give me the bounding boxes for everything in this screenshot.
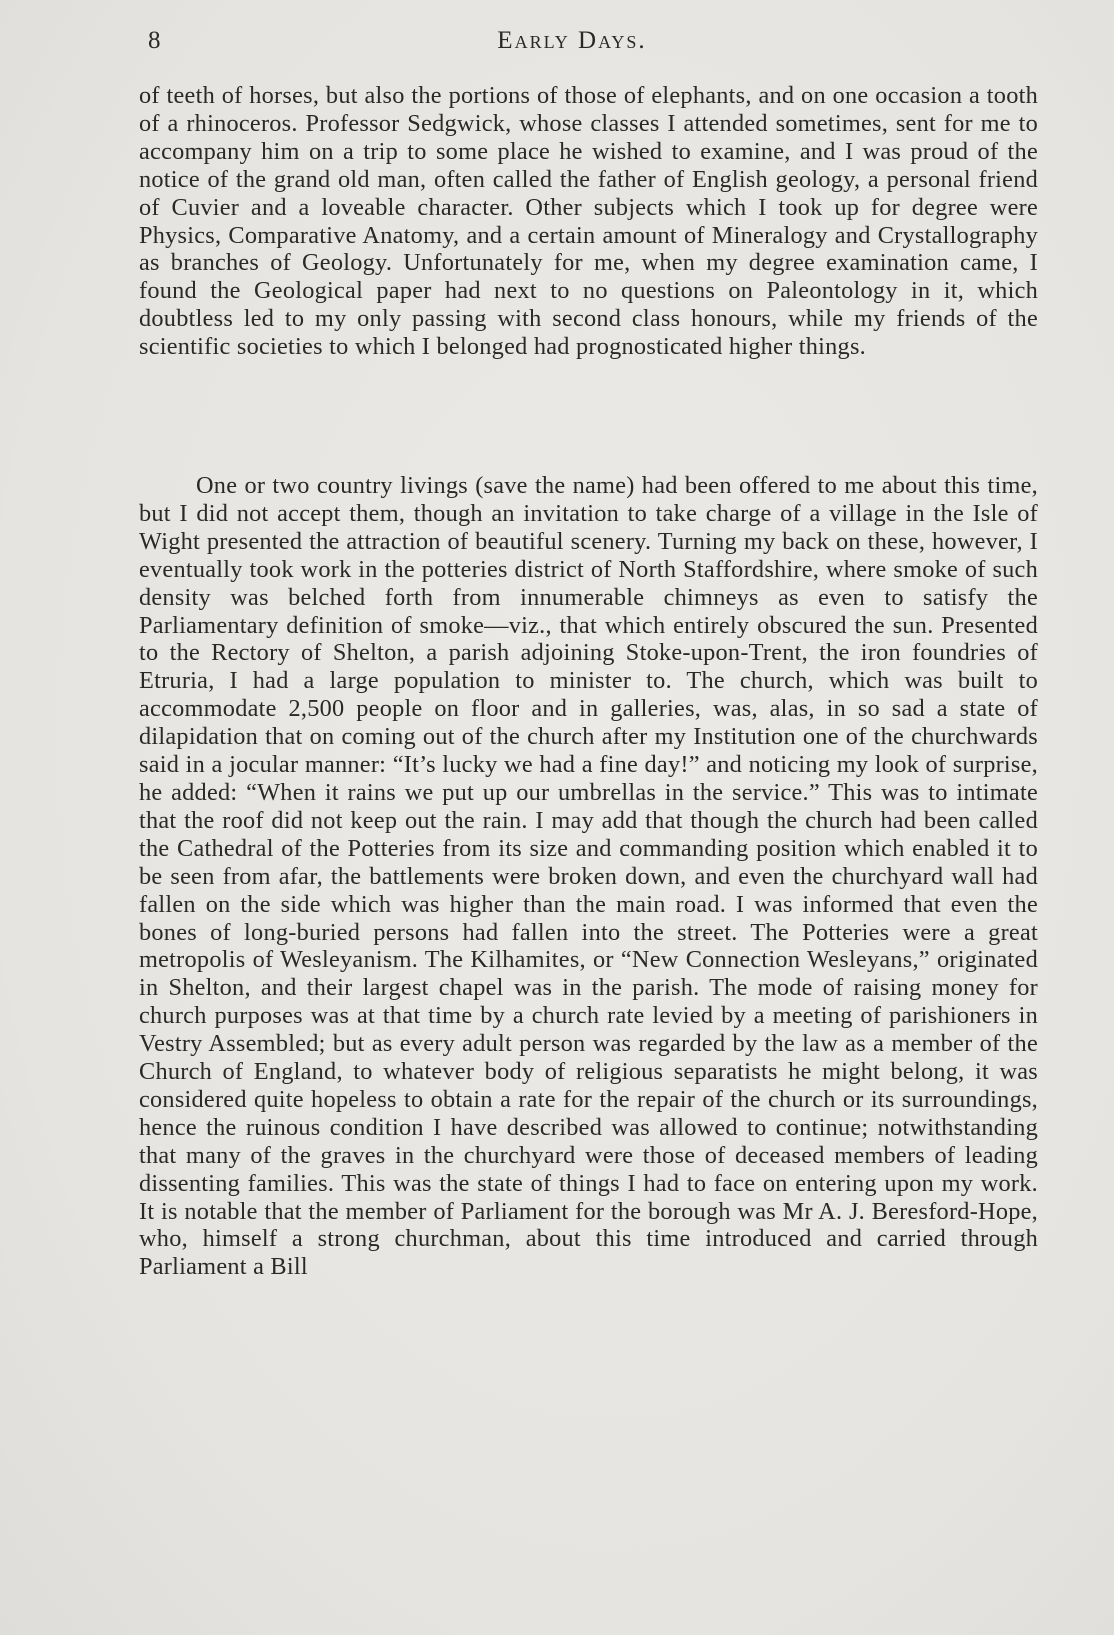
page-number: 8 [148,27,161,54]
running-head [148,26,996,60]
body-paragraph [139,472,1038,1281]
running-title: Early Days. [497,27,647,54]
body-paragraph [139,82,1038,361]
paragraph-text: of teeth of horses, but also the portions of those of elephants, and on one occasion a tooth of a rhinoceros. Professor Sedgwick, whose classes I attended sometimes, sent for me to accompany him on a trip to some place he wished to examine, and I was proud of the notice of the grand old man, often called the father of English geology, a personal friend of Cuvier and a loveable character. Other subjects which I took up for degree were Physics, Comparative Anatomy, and a certain amount of Mineralogy and Crystallography as branches of Geology. Unfortunately for me, when my degree examination came, I found the Geological paper had next to no questions on Paleontology in it, which doubtless led to my only passing with second class honours, while my friends of the scientific societies to which I belonged had prognosticated higher things. [139,82,1038,361]
paragraph-text: One or two country livings (save the name) had been offered to me about this time, but I did not accept them, though an invitation to take charge of a village in the Isle of Wight presented the attraction of beautiful scenery. Turning my back on these, however, I eventually took work in the potteries district of North Staffordshire, where smoke of such density was belched forth from innumerable chimneys as even to satisfy the Parliamentary definition of smoke—viz., that which entirely obscured the sun. Presented to the Rectory of Shelton, a parish adjoining Stoke-upon-Trent, the iron foundries of Etruria, I had a large population to minister to. The church, which was built to accommodate 2,500 people on floor and in galleries, was, alas, in so sad a state of dilapidation that on coming out of the church after my Institution one of the churchwards said in a jocular manner: “It’s lucky we had a fine day!” and noticing my look of surprise, he added: “When it rains we put up our umbrellas in the service.” This was to intimate that the roof did not keep out the rain. I may add that though the church had been called the Cathedral of the Potteries from its size and commanding position which enabled it to be seen from afar, the battlements were broken down, and even the churchyard wall had fallen on the side which was higher than the main road. I was informed that even the bones of long-buried persons had fallen into the street. The Potteries were a great metropolis of Wesleyanism. The Kilhamites, or “New Connection Wesleyans,” originated in Shelton, and their largest chapel was in the parish. The mode of raising money for church purposes was at that time by a church rate levied by a meeting of parishioners in Vestry Assembled; but as every adult person was regarded by the law as a member of the Church of England, to whatever body of religious separatists he might belong, it was considered quite hopeless to obtain a rate for the repair of the church or its surroundings, hence the ruinous condition I have described was allowed to continue; notwithstanding that many of the graves in the churchyard were those of deceased members of leading dissenting families. This was the state of things I had to face on entering upon my work. It is notable that the member of Parliament for the borough was Mr A. J. Beresford-Hope, who, himself a strong churchman, about this time introduced and carried through Parliament a Bill [139,472,1038,1281]
